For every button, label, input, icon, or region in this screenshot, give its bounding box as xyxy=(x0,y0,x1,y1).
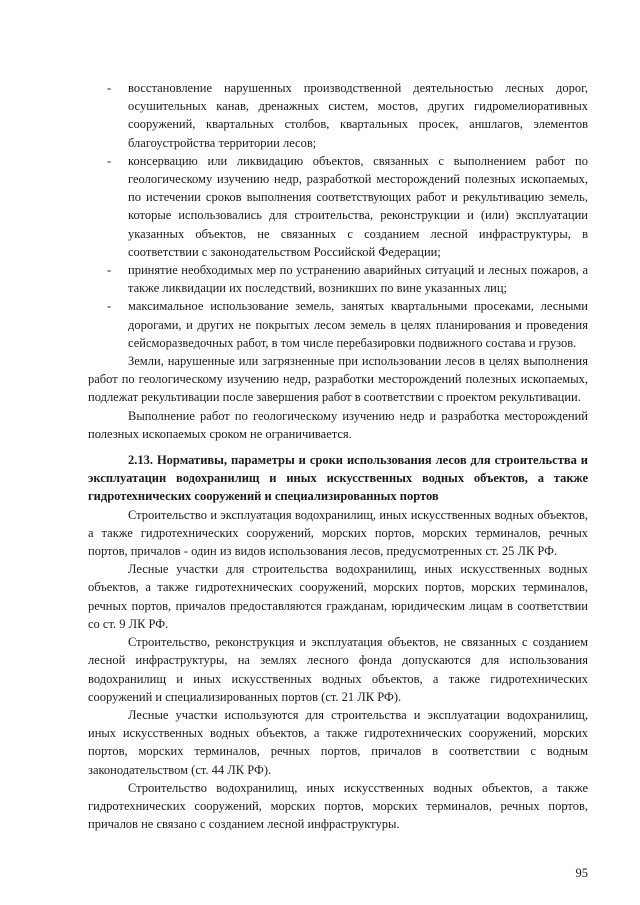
list-item xyxy=(88,261,588,297)
page-number: 95 xyxy=(575,866,588,880)
bullet-dash: - xyxy=(107,299,112,314)
paragraph-body: Лесные участки используются для строительства и эксплуатации водохранилищ, иных искусственных водных объектов, а также гидротехнических сооружений, морских портов, морских терминалов, речных портов, причалов в соответствии с водным законодательством (ст. 44 ЛК РФ). xyxy=(88,707,588,777)
bullet-text: максимальное использование земель, занятых квартальными просеками, лесными дорогами, и других не покрытых лесом земель в целях планирования и проведения сейсморазведочных работ, в том числе перебазировки подвижного состава и грузов. xyxy=(128,299,588,350)
bullet-text: консервацию или ликвидацию объектов, связанных с выполнением работ по геологическому изучению недр, разработкой месторождений полезных ископаемых, по истечении сроков выполнения соответствующих работ и рекультивацию земель, которые использовались для строительства, реконструкции и (или) эксплуатации указанных объектов, не связанных с созданием лесной инфраструктуры, в соответствии с законодательством Российской Федерации; xyxy=(128,153,588,259)
bullet-list xyxy=(88,79,588,352)
paragraph-term: Выполнение работ по геологическому изучению недр и разработка месторождений полезных ископаемых сроком не ограничивается. xyxy=(88,408,588,441)
section-heading: 2.13. Нормативы, параметры и сроки использования лесов для строительства и эксплуатации водохранилищ и иных искусственных водных объектов, а также гидротехнических сооружений и специализированных портов xyxy=(88,453,588,504)
paragraph-body: Строительство и эксплуатация водохранилищ, иных искусственных водных объектов, а также гидротехнических сооружений, морских портов, морских терминалов, речных портов, причалов - один из видов использования лесов, предусмотренных ст. 25 ЛК РФ. xyxy=(88,507,588,559)
document-page xyxy=(88,79,588,833)
paragraph-body: Строительство водохранилищ, иных искусственных водных объектов, а также гидротехнических сооружений, морских портов, морских терминалов, речных портов, причалов не связано с созданием лесной инфраструктуры. xyxy=(88,780,588,832)
bullet-text: восстановление нарушенных производственной деятельностью лесных дорог, осушительных канав, дренажных систем, мостов, других гидромелиоративных сооружений, квартальных столбов, квартальных просек, аншлагов, элементов благоустройства территории лесов; xyxy=(128,81,588,150)
paragraph-recultivation: Земли, нарушенные или загрязненные при использовании лесов в целях выполнения работ по геологическому изучению недр, разработки месторождений полезных ископаемых, подлежат рекультивации после завершения работ в соответствии с проектом рекультивации. xyxy=(88,354,588,405)
bullet-dash: - xyxy=(107,263,112,278)
bullet-text: принятие необходимых мер по устранению аварийных ситуаций и лесных пожаров, а также ликвидации их последствий, возникших по вине указанных лиц; xyxy=(128,263,588,296)
paragraph-body: Лесные участки для строительства водохранилищ, иных искусственных водных объектов, а также гидротехнических сооружений, морских портов, морских терминалов, речных портов, причалов предоставляются гражданам, юридическим лицам в соответствии со ст. 9 ЛК РФ. xyxy=(88,562,588,631)
list-item xyxy=(88,297,588,352)
paragraph-body: Строительство, реконструкция и эксплуатация объектов, не связанных с созданием лесной инфраструктуры, на землях лесного фонда допускаются для использования водохранилищ и иных искусственных водных объектов, а также гидротехнических сооружений и специализированных портов (ст. 21 ЛК РФ). xyxy=(88,635,588,704)
list-item xyxy=(88,152,588,261)
bullet-dash: - xyxy=(107,81,112,95)
bullet-dash: - xyxy=(107,153,112,168)
list-item xyxy=(88,79,588,152)
